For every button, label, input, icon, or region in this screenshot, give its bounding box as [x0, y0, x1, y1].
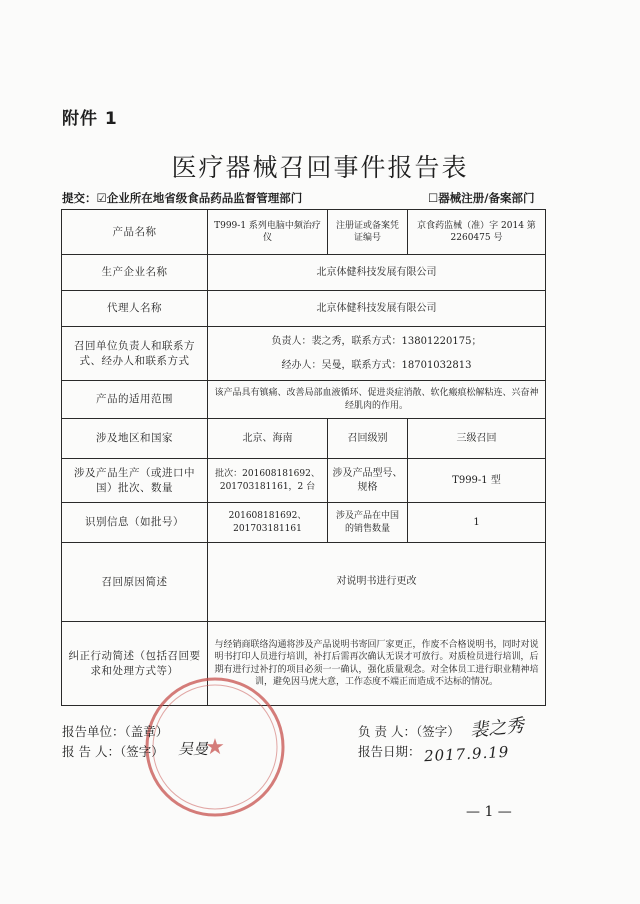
scope-value: 该产品具有镇痛、改善局部血液循环、促进炎症消散、软化瘢痕松解粘连、兴奋神经肌肉的作用。 — [208, 381, 546, 419]
manufacturer-label: 生产企业名称 — [62, 255, 208, 291]
svg-text:★: ★ — [205, 735, 225, 760]
recall-report-table — [61, 209, 546, 706]
reporter-signature: 吴曼 — [178, 740, 209, 758]
recall-level-value: 三级召回 — [408, 419, 546, 459]
sales-quantity-value: 1 — [408, 503, 546, 543]
recall-level-label: 召回级别 — [328, 419, 408, 459]
report-date-handwritten: 2017.9.19 — [423, 742, 510, 766]
contact-handler: 经办人：吴曼，联系方式：18701032813 — [281, 359, 472, 371]
product-name-value: T999-1 系列电脑中频治疗仪 — [208, 210, 328, 255]
batch-value: 批次：201608181692、201703181161，2 台 — [208, 459, 328, 503]
agent-label: 代理人名称 — [62, 291, 208, 327]
page-number: — 1 — — [466, 804, 512, 820]
attachment-label: 附件 1 — [62, 109, 118, 129]
responsible-signature: 裴之秀 — [469, 715, 526, 742]
contact-label: 召回单位负责人和联系方式、经办人和联系方式 — [62, 327, 208, 381]
model-label: 涉及产品型号、规格 — [328, 459, 408, 503]
batch-label: 涉及产品生产（或进口中国）批次、数量 — [62, 459, 208, 503]
sales-quantity-label: 涉及产品在中国的销售数量 — [328, 503, 408, 543]
manufacturer-value: 北京体健科技发展有限公司 — [208, 255, 546, 291]
responsible-person-label: 负 责 人：（签字） — [358, 724, 460, 739]
registration-number-label: 注册证或备案凭证编号 — [328, 210, 408, 255]
registration-number-value: 京食药监械（准）字 2014 第 2260475 号 — [408, 210, 546, 255]
reporter-label: 报 告 人：（签字） — [62, 744, 164, 759]
recall-reason-label: 召回原因简述 — [62, 543, 208, 622]
region-label: 涉及地区和国家 — [62, 419, 208, 459]
corrective-action-value: 与经销商联络沟通将涉及产品说明书寄回厂家更正，作废不合格说明书，同时对说明书打印人员进行培训，补打后需再次确认无误才可放行。对质检员进行培训，后期有进行过补打的项目必须一一确认，强化质量观念。对全体员工进行职业精神培训，避免因马虎大意，工作态度不端正而造成不达标的情况。 — [208, 622, 546, 706]
submit-to-registration-checkbox: ☐器械注册/备案部门 — [428, 191, 535, 205]
product-name-label: 产品名称 — [62, 210, 208, 255]
region-value: 北京、海南 — [208, 419, 328, 459]
contact-responsible: 负责人：裴之秀，联系方式：13801220175； — [271, 336, 482, 347]
corrective-action-label: 纠正行动简述（包括召回要求和处理方式等） — [62, 622, 208, 706]
identification-label: 识别信息（如批号） — [62, 503, 208, 543]
identification-value: 201608181692、201703181161 — [208, 503, 328, 543]
report-unit-label: 报告单位：（盖章） — [62, 724, 169, 739]
model-value: T999-1 型 — [408, 459, 546, 503]
recall-reason-value: 对说明书进行更改 — [208, 543, 546, 622]
report-date-label: 报告日期： — [358, 744, 421, 759]
scope-label: 产品的适用范围 — [62, 381, 208, 419]
submit-to-provincial-checkbox: 提交：☑企业所在地省级食品药品监督管理部门 — [62, 191, 303, 205]
document-title: 医疗器械召回事件报告表 — [171, 153, 469, 182]
contact-value — [208, 327, 546, 381]
agent-value: 北京体健科技发展有限公司 — [208, 291, 546, 327]
